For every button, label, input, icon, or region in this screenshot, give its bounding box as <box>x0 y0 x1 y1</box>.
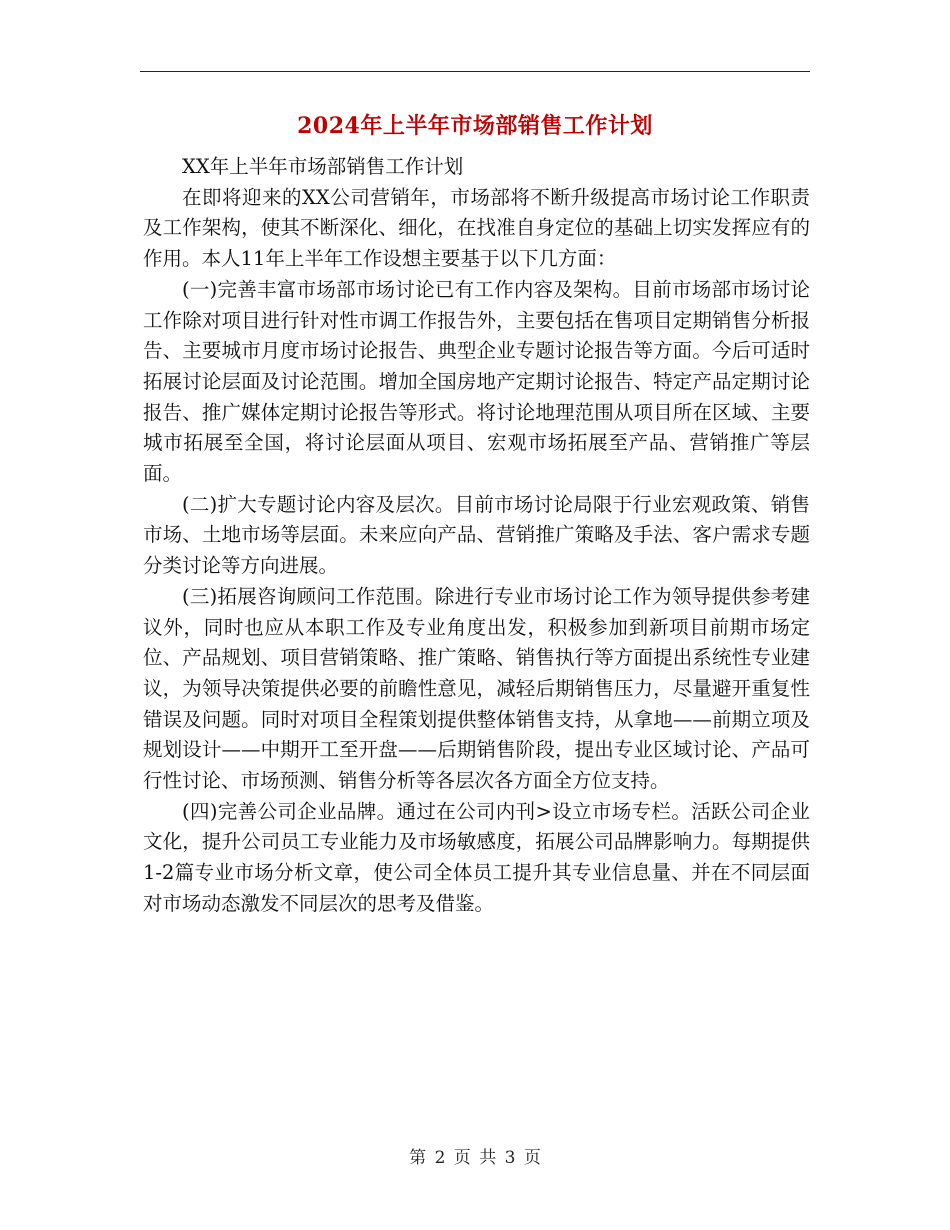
paragraph-subtitle: XX年上半年市场部销售工作计划 <box>182 155 464 178</box>
document-body <box>143 152 810 920</box>
paragraph-section-1: (一)完善丰富市场部市场讨论已有工作内容及架构。目前市场部市场讨论工作除对项目进行针对性市调工作报告外，主要包括在售项目定期销售分析报告、主要城市月度市场讨论报告、典型企业专题讨论报告等方面。今后可适时拓展讨论层面及讨论范围。增加全国房地产定期讨论报告、特定产品定期讨论报告、推广媒体定期讨论报告等形式。将讨论地理范围从项目所在区域、主要城市拓展至全国，将讨论层面从项目、宏观市场拓展至产品、营销推广等层面。 <box>143 277 810 486</box>
paragraph-intro: 在即将迎来的XX公司营销年，市场部将不断升级提高市场讨论工作职责及工作架构，使其不断深化、细化，在找准自身定位的基础上切实发挥应有的作用。本人11年上半年工作设想主要基于以下几方面： <box>143 185 810 271</box>
paragraph-section-3: (三)拓展咨询顾问工作范围。除进行专业市场讨论工作为领导提供参考建议外，同时也应从本职工作及专业角度出发，积极参加到新项目前期市场定位、产品规划、项目营销策略、推广策略、销售执行等方面提出系统性专业建议，为领导决策提供必要的前瞻性意见，减轻后期销售压力，尽量避开重复性错误及问题。同时对项目全程策划提供整体销售支持，从拿地——前期立项及规划设计——中期开工至开盘——后期销售阶段，提出专业区域讨论、产品可行性讨论、市场预测、销售分析等各层次各方面全方位支持。 <box>143 584 810 793</box>
page-number: 第 2 页 共 3 页 <box>409 1148 541 1168</box>
paragraph-section-4: (四)完善公司企业品牌。通过在公司内刊>设立市场专栏。活跃公司企业文化，提升公司员工专业能力及市场敏感度，拓展公司品牌影响力。每期提供1-2篇专业市场分析文章，使公司全体员工提升其专业信息量、并在不同层面对市场动态激发不同层次的思考及借鉴。 <box>143 799 810 915</box>
document-title: 2024年上半年市场部销售工作计划 <box>297 113 653 139</box>
paragraph-section-2: (二)扩大专题讨论内容及层次。目前市场讨论局限于行业宏观政策、销售市场、土地市场等层面。未来应向产品、营销推广策略及手法、客户需求专题分类讨论等方向进展。 <box>143 492 810 578</box>
header-rule <box>140 71 810 72</box>
